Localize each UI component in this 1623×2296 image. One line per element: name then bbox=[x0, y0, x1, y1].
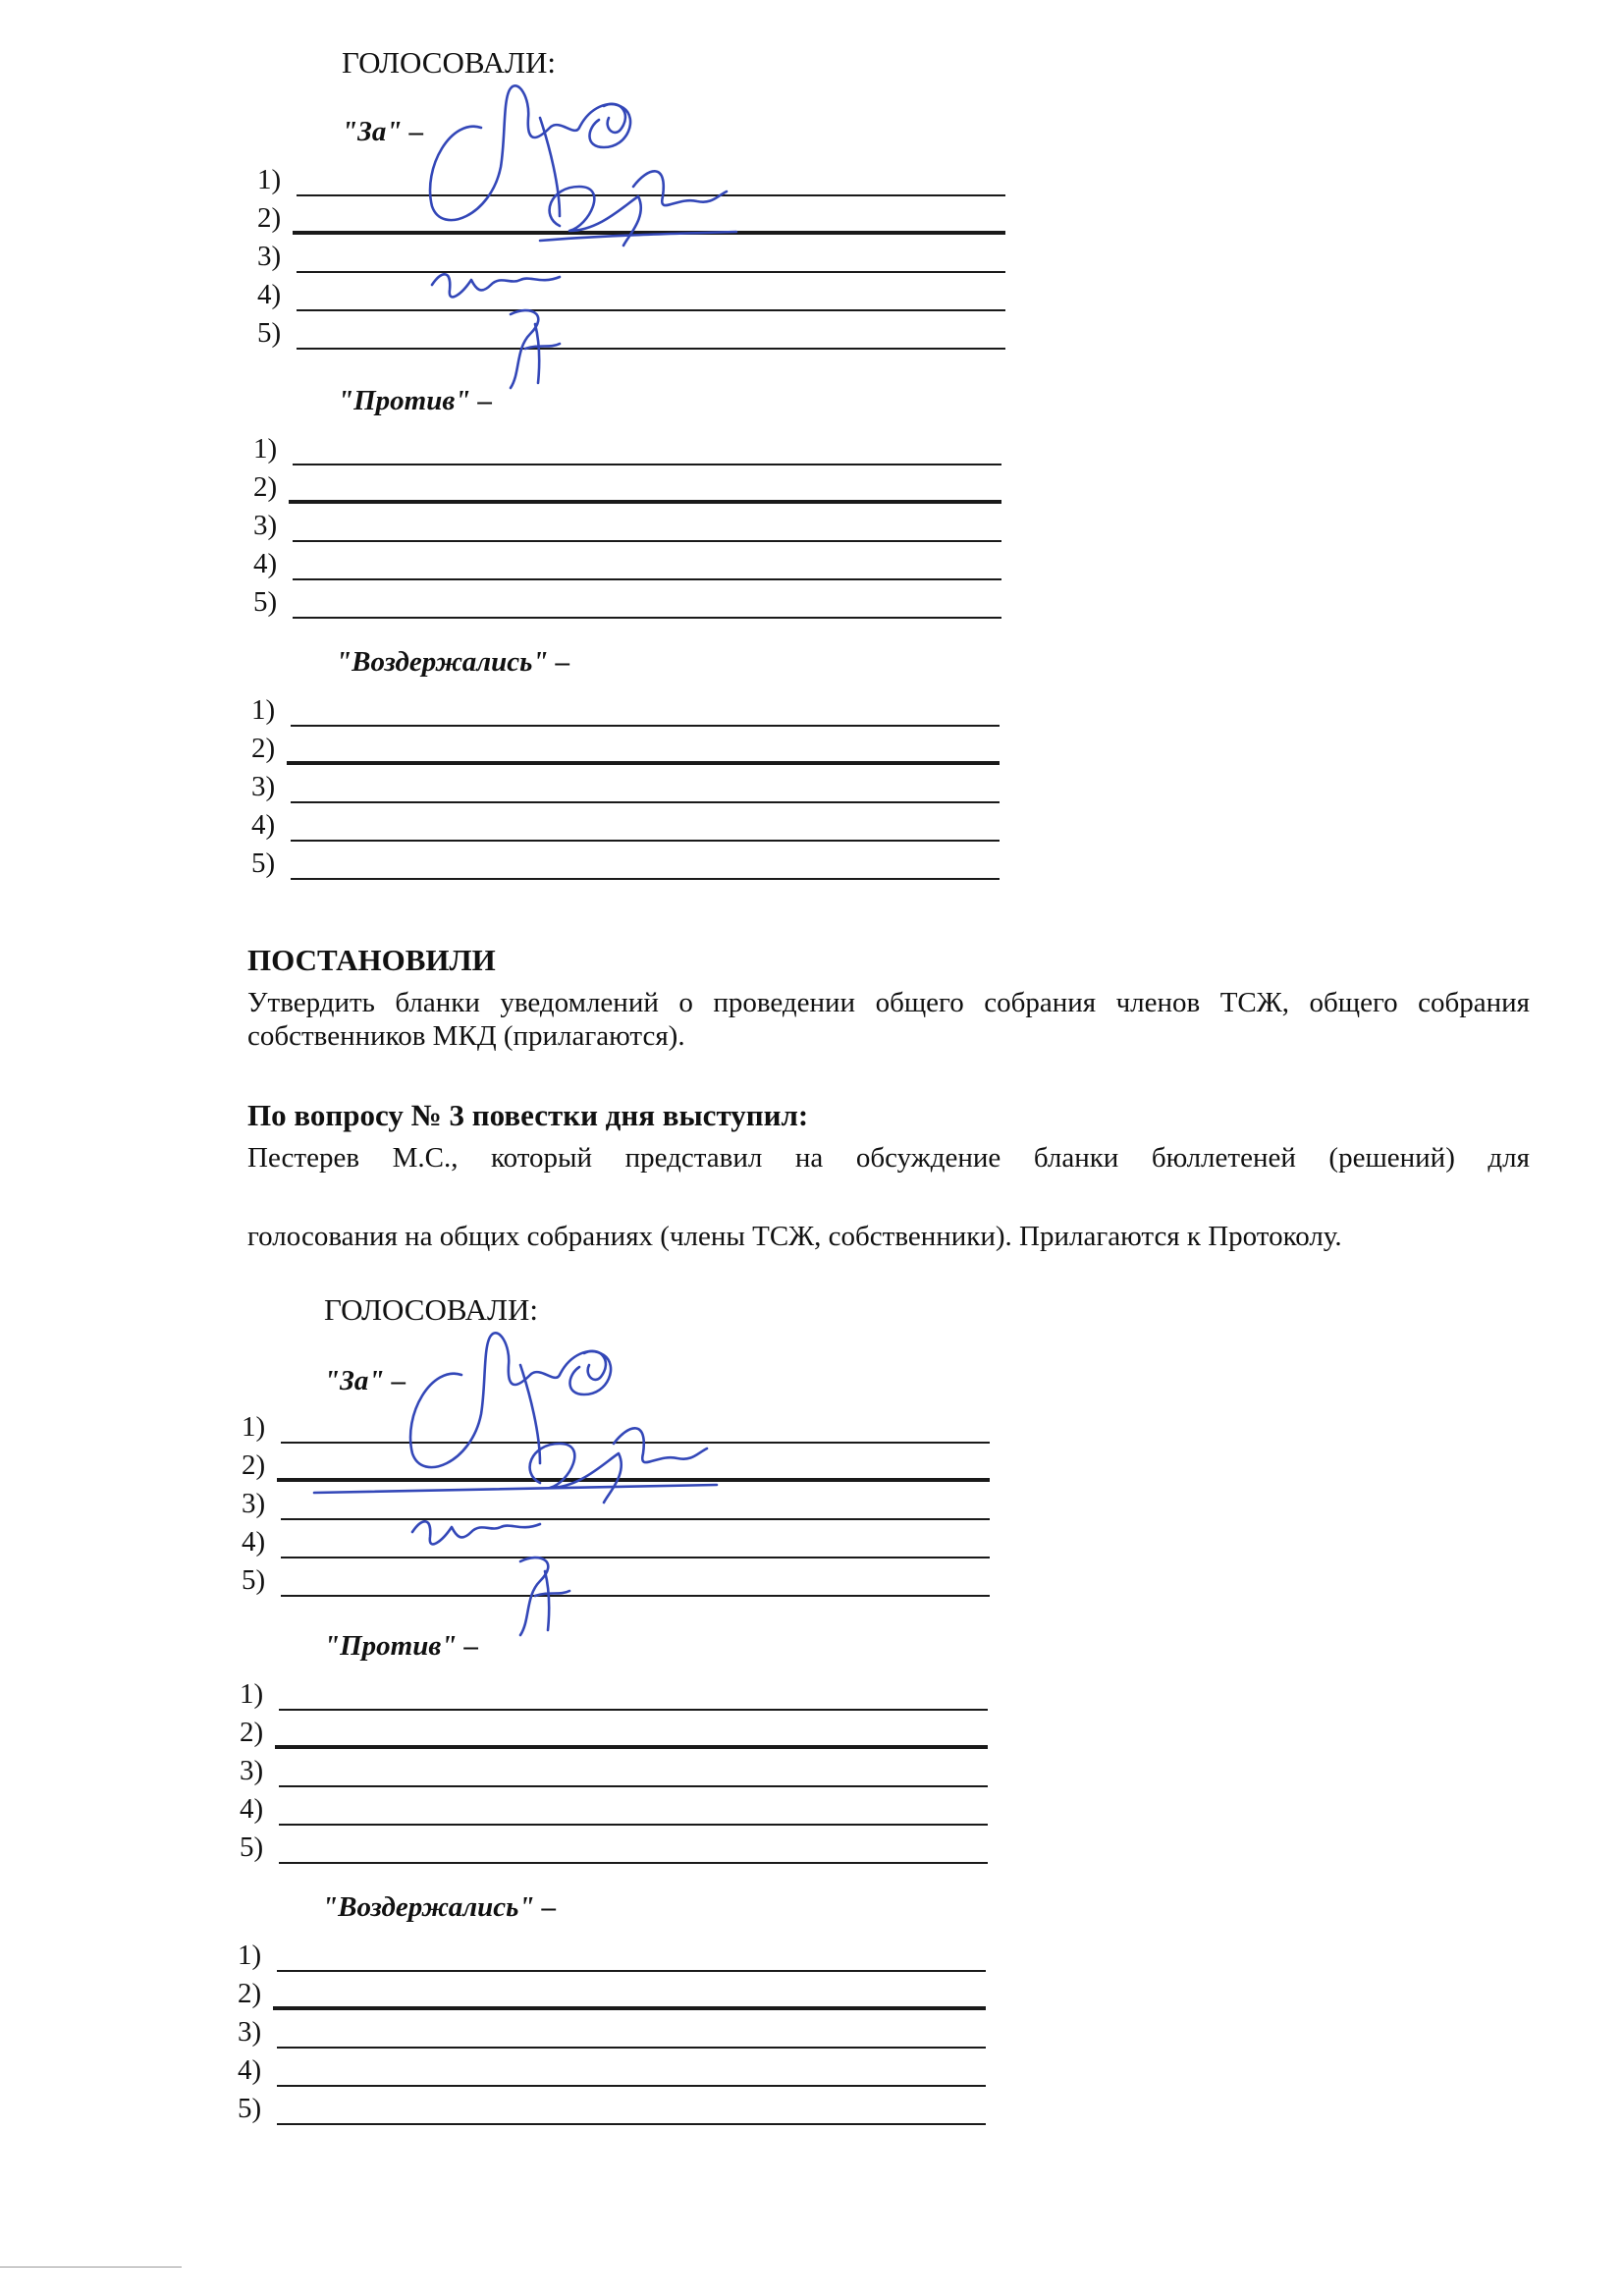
vote-row: 3) bbox=[242, 1485, 990, 1522]
vote-row: 4) bbox=[238, 2051, 986, 2089]
vote-row: 4) bbox=[251, 806, 1000, 844]
vote-row: 1) bbox=[242, 1408, 990, 1446]
vote-row: 3) bbox=[251, 768, 1000, 805]
question3-text-line2: голосования на общих собраниях (члены ТСЖ, собственники). Прилагаются к Протоколу. bbox=[247, 1221, 1342, 1252]
footer-rule bbox=[0, 2267, 182, 2268]
vote-row: 5) bbox=[251, 845, 1000, 882]
vote-row: 5) bbox=[242, 1561, 990, 1599]
vote-row: 4) bbox=[242, 1523, 990, 1560]
vote-row: 3) bbox=[253, 507, 1001, 544]
vote-row: 1) bbox=[238, 1937, 986, 1974]
category-against-label: "Против" – bbox=[338, 385, 493, 416]
vote-row: 3) bbox=[240, 1752, 988, 1789]
decision-text: Утвердить бланки уведомлений о проведении общего собрания членов ТСЖ, общего собрания собственников МКД (прилагаются). bbox=[247, 987, 1530, 1052]
vote-row: 5) bbox=[240, 1829, 988, 1866]
vote-row: 1) bbox=[257, 161, 1005, 198]
decision-heading: ПОСТАНОВИЛИ bbox=[247, 943, 496, 977]
category-for-label: "За" – bbox=[324, 1365, 406, 1396]
vote-row: 2) bbox=[253, 468, 1001, 506]
vote-row: 1) bbox=[253, 430, 1001, 467]
vote-row: 5) bbox=[253, 583, 1001, 621]
vote-row: 1) bbox=[240, 1675, 988, 1713]
voted-heading: ГОЛОСОВАЛИ: bbox=[324, 1292, 538, 1327]
vote-row: 2) bbox=[242, 1447, 990, 1484]
vote-row: 4) bbox=[257, 276, 1005, 313]
vote-row: 3) bbox=[257, 238, 1005, 275]
question3-text-line1: Пестерев М.С., который представил на обсуждение бланки бюллетеней (решений) для bbox=[247, 1142, 1530, 1174]
vote-row: 4) bbox=[240, 1790, 988, 1828]
category-for-label: "За" – bbox=[342, 116, 424, 147]
voted-heading: ГОЛОСОВАЛИ: bbox=[342, 45, 556, 80]
vote-row: 1) bbox=[251, 691, 1000, 729]
question3-heading: По вопросу № 3 повестки дня выступил: bbox=[247, 1098, 809, 1132]
vote-row: 5) bbox=[257, 314, 1005, 352]
vote-row: 3) bbox=[238, 2013, 986, 2050]
vote-row: 5) bbox=[238, 2090, 986, 2127]
category-abstained-label: "Воздержались" – bbox=[322, 1891, 557, 1923]
vote-row: 2) bbox=[240, 1714, 988, 1751]
vote-row: 2) bbox=[251, 730, 1000, 767]
vote-row: 2) bbox=[238, 1975, 986, 2012]
vote-row: 2) bbox=[257, 199, 1005, 237]
category-against-label: "Против" – bbox=[324, 1630, 479, 1662]
vote-row: 4) bbox=[253, 545, 1001, 582]
category-abstained-label: "Воздержались" – bbox=[336, 646, 570, 678]
